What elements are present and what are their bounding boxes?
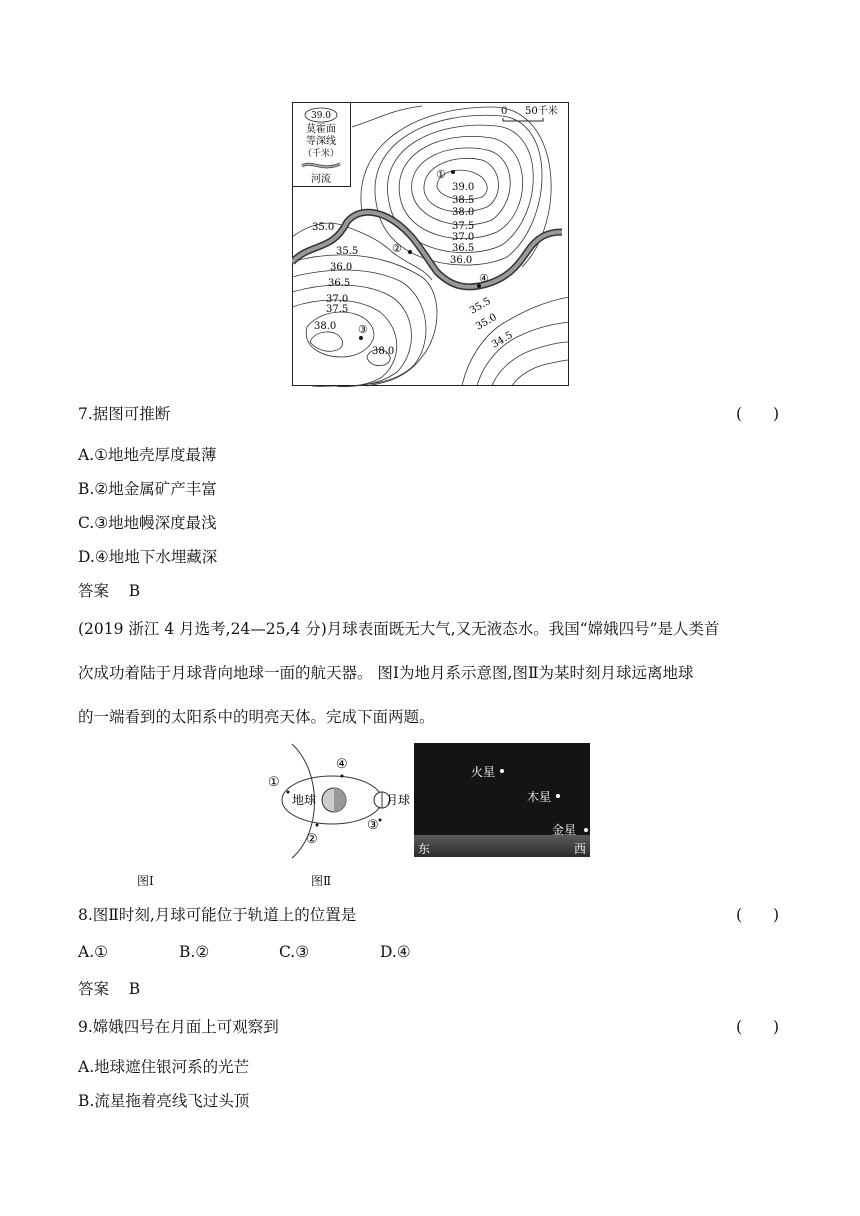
- horizon-ground: [414, 835, 590, 857]
- point-3-label: ③: [358, 323, 368, 336]
- contour-label: 35.5: [336, 246, 359, 257]
- contour-label: 34.5: [490, 329, 515, 351]
- contour-label: 36.0: [450, 255, 473, 266]
- fig2-caption: 图Ⅱ: [311, 874, 332, 888]
- contour-label: 36.5: [452, 243, 475, 254]
- legend-line-2: 等深线: [306, 136, 336, 147]
- orbit-point-1: ①: [268, 775, 280, 790]
- map-legend: [293, 103, 351, 187]
- point-1-label: ①: [436, 168, 446, 181]
- orbit-point-3: ③: [367, 818, 379, 833]
- q7-answer-blank: ( ): [736, 405, 780, 423]
- fig1-caption: 图Ⅰ: [137, 874, 154, 888]
- answer-value: B: [128, 980, 141, 998]
- east-label: 东: [418, 842, 431, 856]
- scale-value: 50千米: [525, 106, 558, 117]
- q9-answer-blank: ( ): [736, 1018, 780, 1036]
- answer-value: B: [128, 582, 141, 600]
- point-2-label: ②: [392, 242, 402, 255]
- q7-option-c: C.③地地幔深度最浅: [78, 514, 217, 532]
- q8-option-c: C.③: [279, 943, 310, 961]
- contour-label: 35.5: [468, 295, 493, 317]
- venus-dot: [584, 828, 588, 832]
- orbit-point-2: ②: [306, 832, 318, 847]
- moho-contour-map: [292, 102, 570, 387]
- west-label: 西: [574, 842, 587, 856]
- q8-option-b: B.②: [179, 943, 210, 961]
- contour-label: 38.5: [452, 195, 475, 206]
- q9-option-b: B.流星拖着亮线飞过头顶: [78, 1092, 250, 1110]
- q8-option-d: D.④: [380, 943, 411, 961]
- jupiter-label: 木星: [527, 790, 552, 804]
- q8-option-a: A.①: [78, 943, 109, 961]
- intro-line-3: 的一端看到的太阳系中的明亮天体。完成下面两题。: [78, 708, 435, 726]
- earth-label: 地球: [292, 793, 317, 807]
- scale-zero: 0: [501, 106, 508, 117]
- q8-stem: 8.图Ⅱ时刻,月球可能位于轨道上的位置是: [78, 906, 357, 924]
- mars-label: 火星: [471, 765, 496, 779]
- contour-label: 38.0: [372, 346, 395, 357]
- contour-label: 37.0: [452, 232, 475, 243]
- point-4-label: ④: [479, 272, 489, 285]
- contour-label: 37.5: [452, 221, 475, 232]
- moon-label: 月球: [386, 793, 411, 807]
- answer-label: 答案: [78, 582, 110, 600]
- jupiter-dot: [556, 794, 560, 798]
- q7-option-a: A.①地地壳厚度最薄: [78, 446, 217, 464]
- q9-stem: 9.嫦娥四号在月面上可观察到: [78, 1018, 279, 1036]
- orbit-point-4: ④: [336, 757, 348, 772]
- contour-label: 35.0: [474, 311, 499, 333]
- contour-label: 38.0: [452, 207, 475, 218]
- q7-option-b: B.②地金属矿产丰富: [78, 480, 217, 498]
- q8-answer-blank: ( ): [736, 906, 780, 924]
- mars-dot: [500, 769, 504, 773]
- q8-answer: [78, 977, 140, 999]
- answer-label: 答案: [78, 980, 110, 998]
- legend-river: 河流: [311, 174, 331, 185]
- intro-line-2: 次成功着陆于月球背向地球一面的航天器。 图Ⅰ为地月系示意图,图Ⅱ为某时刻月球远离地球: [78, 664, 694, 682]
- contour-label: 35.0: [312, 222, 335, 233]
- contour-label: 37.5: [326, 304, 349, 315]
- venus-label: 金星: [552, 823, 577, 837]
- q7-stem: 7.据图可推断: [78, 405, 171, 423]
- earth-moon-diagram: [262, 742, 422, 860]
- legend-depth-value: 39.0: [310, 111, 332, 121]
- q7-answer: [78, 579, 140, 601]
- q9-option-a: A.地球遮住银河系的光芒: [78, 1058, 250, 1076]
- contour-label: 38.0: [314, 321, 337, 332]
- contour-label: 37.0: [326, 294, 349, 305]
- night-sky-photo: [414, 743, 590, 857]
- contour-label: 39.0: [452, 182, 475, 193]
- legend-line-3: （千米）: [302, 149, 340, 159]
- legend-line-1: 莫霍面: [306, 124, 336, 135]
- q7-option-d: D.④地地下水埋藏深: [78, 548, 218, 566]
- intro-line-1: (2019 浙江 4 月选考,24—25,4 分)月球表面既无大气,又无液态水。我国“嫦娥四号”是人类首: [78, 620, 720, 638]
- contour-label: 36.0: [330, 262, 353, 273]
- contour-label: 36.5: [328, 278, 351, 289]
